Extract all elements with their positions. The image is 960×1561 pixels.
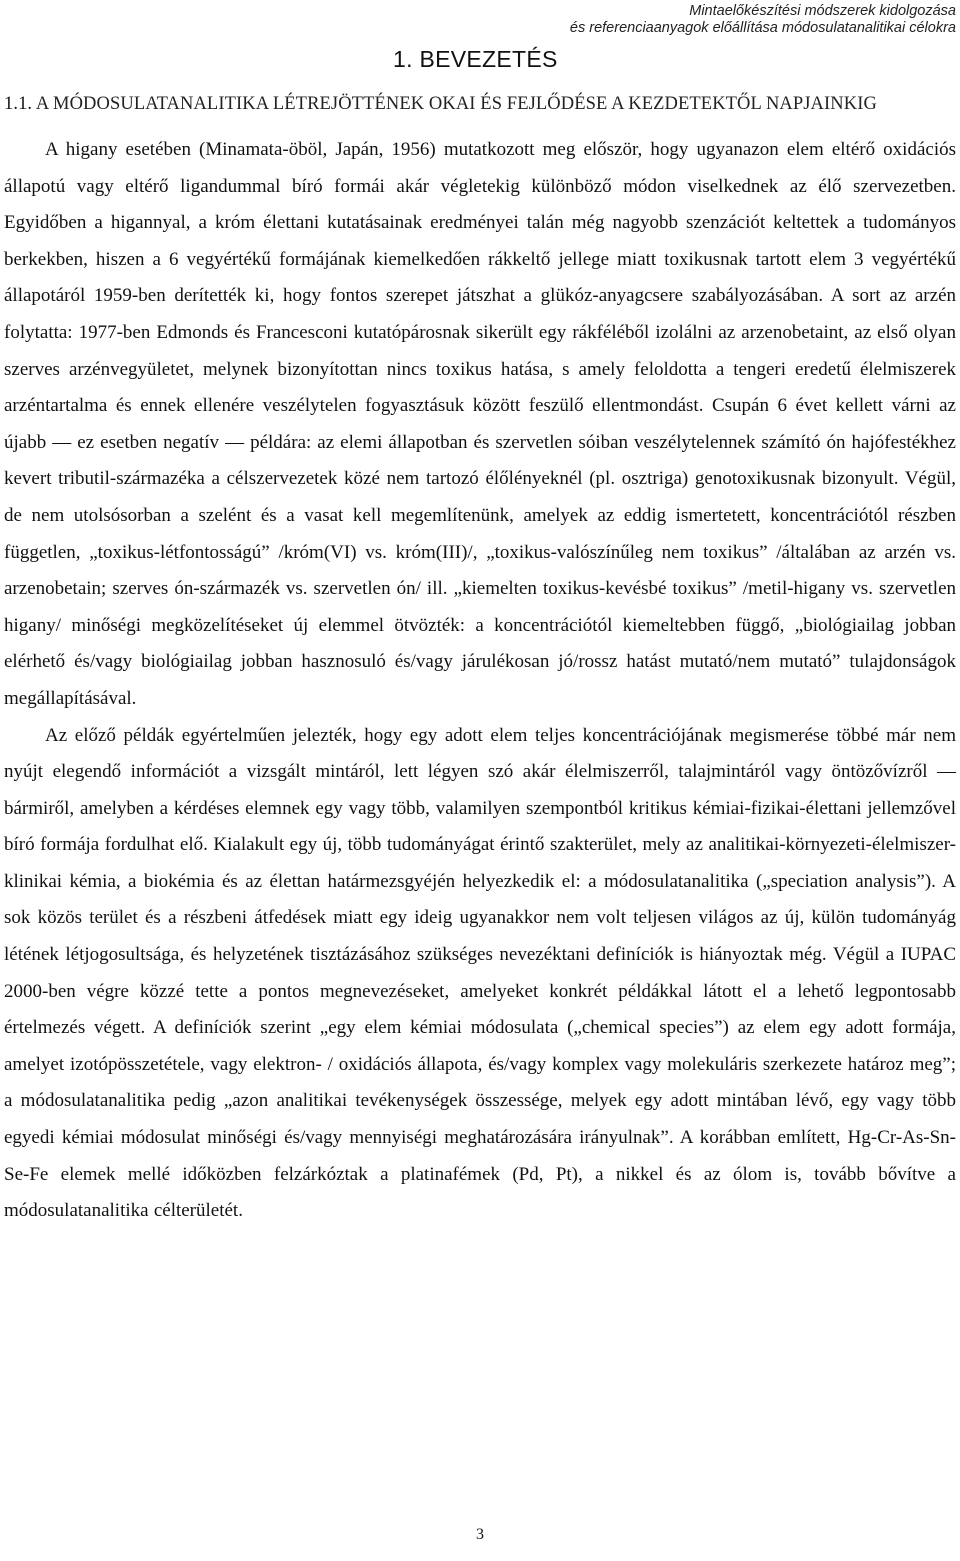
chapter-title: 1. BEVEZETÉS [393, 46, 558, 72]
running-header-line-1: Mintaelőkészítési módszerek kidolgozása [689, 3, 956, 19]
page-number: 3 [476, 1526, 484, 1543]
section-number: 1.1. [4, 94, 33, 114]
paragraph-1: A higany esetében (Minamata-öböl, Japán, 1956) mutatkozott meg először, hogy ugyanazon elem eltérő oxidációs állapotú vagy eltérő ligandummal bíró formái akár végletekig különböző módon viselkednek az élő szervezetben. Egyidőben a higannyal, a króm élettani kutatásainak eredményei talán még nagyobb szenzációt keltettek a tudományos berkekben, hiszen a 6 vegyértékű formájának kiemelkedően rákkeltő jellege miatt toxikusnak tartott elem 3 vegyértékű állapotáról 1959-ben derítették ki, hogy fontos szerepet játszhat a glükóz-anyagcsere szabályozásában. A sort az arzén folytatta: 1977-ben Edmonds és Francesconi kutatópárosnak sikerült egy rákféléből izolálni az arzenobetaint, az első olyan szerves arzénvegyületet, melynek bizonyítottan nincs toxikus hatása, s amely feloldotta a tengeri eredetű élelmiszerek arzéntartalma és ennek ellenére veszélytelen fogyasztásuk között feszülő ellentmondást. Csupán 6 évet kellett várni az újabb ― ez esetben negatív ― példára: az elemi állapotban és szervetlen sóiban veszélytelennek számító ón hajófestékhez kevert tributil-származéka a célszervezetek közé nem tartozó élőlényeknél (pl. osztriga) genotoxikusnak bizonyult. Végül, de nem utolsósorban a szelént és a vasat kell megemlítenünk, amelyek az eddig ismertetett, koncentrációtól részben független, „toxikus-létfontosságú” /króm(VI) vs. króm(III)/, „toxikus-valószínűleg nem toxikus” /általában az arzén vs. arzenobetain; szerves ón-származék vs. szervetlen ón/ ill. „kiemelten toxikus-kevésbé toxikus” /metil-higany vs. szervetlen higany/ minőségi megközelítéseket új elemmel ötvözték: a koncentrációtól kiemeltebben függő, „biológiailag jobban elérhető és/vagy biológiailag jobban hasznosuló és/vagy járulékosan jó/rossz hatást mutató/nem mutató” tulajdonságok megállapításával. [4, 139, 956, 709]
body-content [4, 132, 956, 1230]
paragraph-2: Az előző példák egyértelműen jelezték, hogy egy adott elem teljes koncentrációjának megismerése többé már nem nyújt elegendő információt a vizsgált mintáról, lett légyen szó akár élelmiszerről, talajmintáról vagy öntözővízről ― bármiről, amelyben a kérdéses elemnek egy vagy több, valamilyen szempontból kritikus kémiai-fizikai-élettani jellemzővel bíró formája fordulhat elő. Kialakult egy új, több tudományágat érintő szakterület, mely az analitikai-környezeti-élelmiszer-klinikai kémia, a biokémia és az élettan határmezsgyéjén helyezkedik el: a módosulatanalitika („speciation analysis”). A sok közös terület és a részbeni átfedések miatt egy ideig ugyanakkor nem volt teljesen világos az új, külön tudományág létének létjogosultsága, és helyzetének tisztázásához szükséges nevezéktani definíciók is hiányoztak még. Végül a IUPAC 2000-ben végre közzé tette a pontos megnevezéseket, amelyeket konkrét példákkal látott el a lehető legpontosabb értelmezés végett. A definíciók szerint „egy elem kémiai módosulata („chemical species”) az elem egy adott formája, amelyet izotópösszetétele, vagy elektron- / oxidációs állapota, és/vagy komplex vagy molekuláris szerkezete határoz meg”; a módosulatanalitika pedig „azon analitikai tevékenységek összessége, melyek egy adott mintában lévő, egy vagy több egyedi kémiai módosulat minőségi és/vagy mennyiségi meghatározására irányulnak”. A korábban említett, Hg-Cr-As-Sn-Se-Fe elemek mellé időközben felzárkóztak a platinafémek (Pd, Pt), a nikkel és az ólom is, tovább bővítve a módosulatanalitika célterületét. [4, 724, 956, 1222]
section-title [4, 94, 956, 115]
running-header [570, 3, 956, 37]
section-title-text: A MÓDOSULATANALITIKA LÉTREJÖTTÉNEK OKAI ÉS FEJLŐDÉSE A KEZDETEKTŐL NAPJAINKIG [35, 94, 877, 114]
running-header-line-2: és referenciaanyagok előállítása módosulatanalitikai célokra [569, 20, 956, 36]
